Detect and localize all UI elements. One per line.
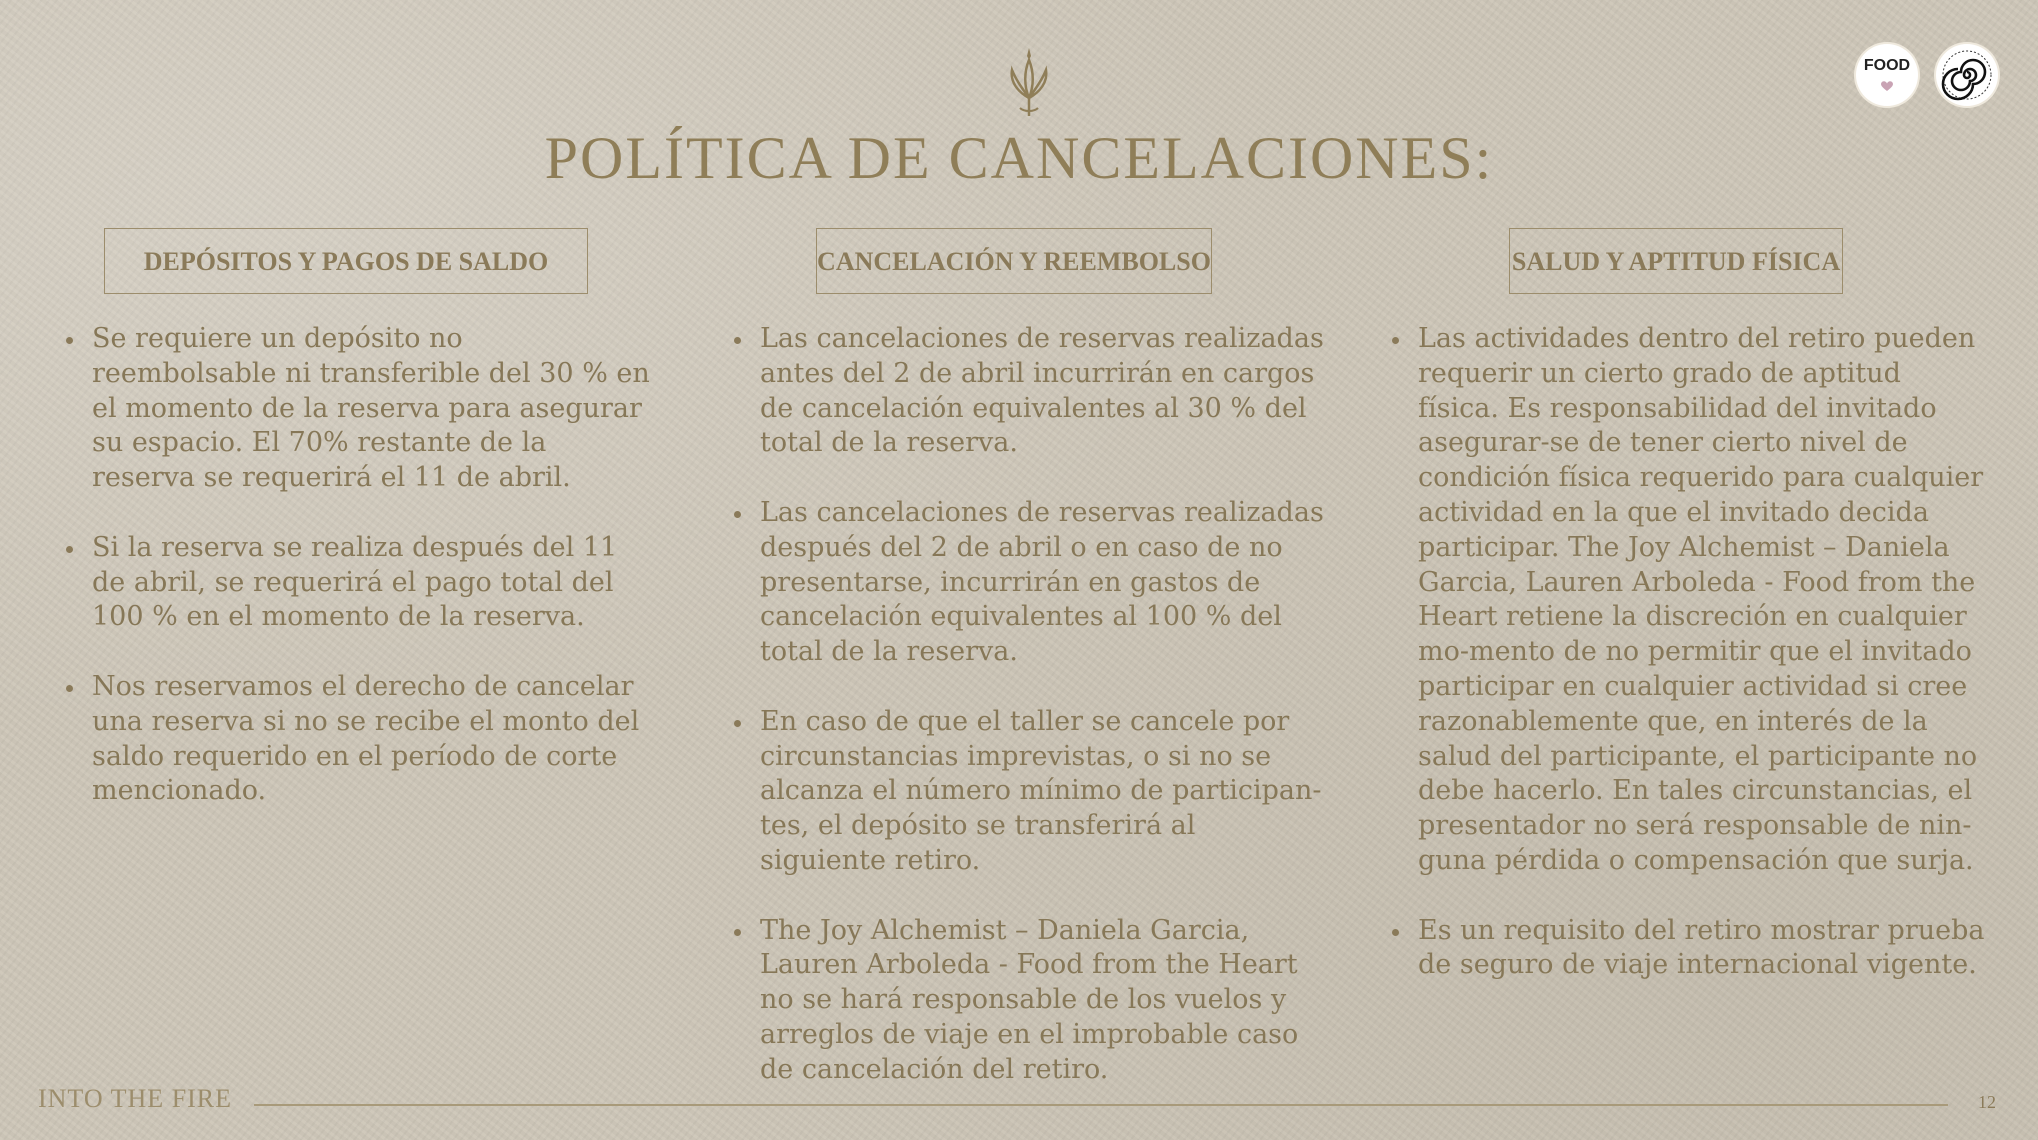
- food-from-the-heart-logo: [1856, 44, 1918, 106]
- page-title: POLÍTICA DE CANCELACIONES:: [544, 125, 1494, 191]
- footer-divider: [254, 1104, 1948, 1106]
- bullet-list: [60, 322, 650, 809]
- list-item: Nos reservamos el derecho de cancelar una reserva si no se recibe el monto del saldo requerido en el período de corte mencionado.: [60, 670, 650, 809]
- column-cancellation: [728, 228, 1328, 1122]
- list-item: En caso de que el taller se cancele por circunstancias imprevistas, o si no se alcanza el número mínimo de participan-tes, el depósito se transferirá al siguiente retiro.: [728, 705, 1328, 879]
- bullet-list: [1386, 322, 1986, 983]
- list-item: Las cancelaciones de reservas realizadas después del 2 de abril o en caso de no presentarse, incurrirán en gastos de cancelación equivalentes al 100 % del total de la reserva.: [728, 496, 1328, 670]
- lotus-emblem-icon: [1000, 46, 1058, 118]
- list-item: Es un requisito del retiro mostrar prueba de seguro de viaje internacional vigente.: [1386, 914, 1986, 984]
- page-number: 12: [1978, 1092, 1996, 1112]
- list-item: Las actividades dentro del retiro pueden requerir un cierto grado de aptitud física. Es responsabilidad del invitado asegurar-se de tener cierto nivel de condición física requerido para cualquier actividad en la que el invitado decida participar. The Joy Alchemist – Daniela Garcia, Lauren Arboleda - Food from the Heart retiene la discreción en cualquier mo-mento de no permitir que el invitado participar en cualquier actividad si cree razonablemente que, en interés de la salud del participante, el participante no debe hacerlo. En tales circunstancias, el presentador no será responsable de nin-guna pérdida o compensación que surja.: [1386, 322, 1986, 879]
- logo-text: FOOD: [1863, 57, 1911, 74]
- column-health: [1386, 228, 1986, 1018]
- list-item: Se requiere un depósito no reembolsable ni transferible del 30 % en el momento de la reserva para asegurar su espacio. El 70% restante de la reserva se requerirá el 11 de abril.: [60, 322, 650, 496]
- column-deposits: [60, 228, 650, 844]
- section-heading: CANCELACIÓN Y REEMBOLSO: [816, 228, 1212, 294]
- list-item: The Joy Alchemist – Daniela Garcia, Lauren Arboleda - Food from the Heart no se hará responsable de los vuelos y arreglos de viaje en el improbable caso de cancelación del retiro.: [728, 914, 1328, 1088]
- heart-icon: [1880, 80, 1894, 92]
- list-item: Las cancelaciones de reservas realizadas antes del 2 de abril incurrirán en cargos de cancelación equivalentes al 30 % del total de la reserva.: [728, 322, 1328, 461]
- spiral-icon: [1936, 44, 1998, 106]
- footer-label: INTO THE FIRE: [38, 1084, 233, 1113]
- section-heading: DEPÓSITOS Y PAGOS DE SALDO: [104, 228, 588, 294]
- spiral-logo: [1936, 44, 1998, 106]
- section-heading: SALUD Y APTITUD FÍSICA: [1509, 228, 1843, 294]
- list-item: Si la reserva se realiza después del 11 de abril, se requerirá el pago total del 100 % en el momento de la reserva.: [60, 531, 650, 635]
- bullet-list: [728, 322, 1328, 1088]
